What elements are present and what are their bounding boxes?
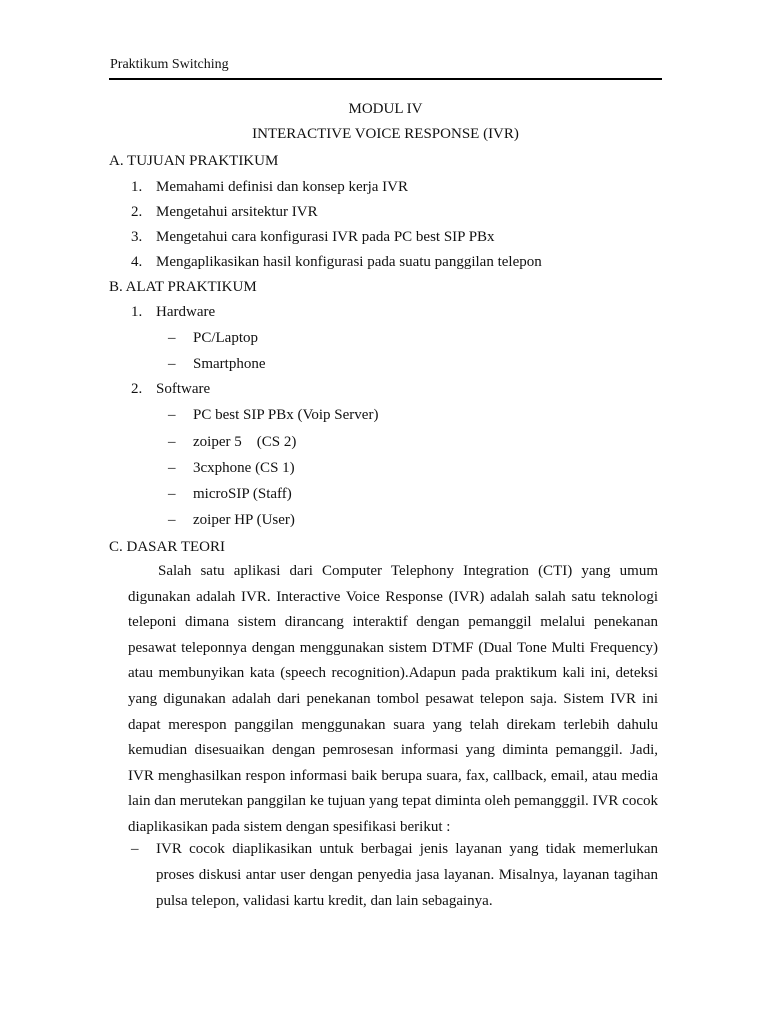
module-title: INTERACTIVE VOICE RESPONSE (IVR) [252, 126, 519, 142]
list-item: Smartphone [193, 356, 266, 372]
dash-bullet: – [168, 407, 176, 423]
module-number: MODUL IV [348, 101, 423, 117]
dash-bullet: – [168, 356, 176, 372]
list-item: Memahami definisi dan konsep kerja IVR [156, 179, 409, 195]
list-item: Mengetahui cara konfigurasi IVR pada PC best SIP PBx [156, 229, 495, 245]
hardware-label: Hardware [156, 304, 216, 320]
dash-bullet: – [168, 486, 176, 502]
dash-bullet: – [168, 512, 176, 528]
list-item: PC/Laptop [193, 330, 259, 346]
list-item: Mengaplikasikan hasil konfigurasi pada suatu panggilan telepon [156, 254, 542, 270]
dash-bullet: – [168, 434, 176, 450]
list-item: Mengetahui arsitektur IVR [156, 204, 318, 220]
header-divider [109, 78, 662, 80]
list-number: 2. [131, 204, 143, 220]
list-item: zoiper HP (User) [193, 512, 295, 528]
list-item: microSIP (Staff) [193, 486, 292, 502]
list-item: zoiper 5 (CS 2) [193, 434, 297, 450]
list-item: PC best SIP PBx (Voip Server) [193, 407, 379, 423]
list-number: 4. [131, 254, 143, 270]
dash-bullet: – [168, 460, 176, 476]
section-b-heading: B. ALAT PRAKTIKUM [109, 279, 257, 295]
software-label: Software [156, 381, 211, 397]
dash-bullet: – [131, 841, 139, 857]
section-a-heading: A. TUJUAN PRAKTIKUM [109, 153, 279, 169]
list-number: 1. [131, 179, 143, 195]
section-c-heading: C. DASAR TEORI [109, 539, 225, 555]
list-number: 3. [131, 229, 143, 245]
theory-paragraph [128, 559, 658, 841]
list-number: 1. [131, 304, 143, 320]
theory-paragraph-text: Salah satu aplikasi dari Computer Telephony Integration (CTI) yang umum digunakan adalah IVR. Interactive Voice Response (IVR) adalah salah satu teknologi teleponi dimana sistem dirancang interaktif dengan pemanggil melalui penekanan pesawat teleponnya dengan menggunakan sistem DTMF (Dual Tone Multi Frequency) atau membunyikan kata (speech recognition).Adapun pada praktikum kali ini, deteksi yang digunakan adalah dari penekanan tombol pesawat telepon saja. Sistem IVR ini dapat merespon panggilan menggunakan suara yang telah direkam terlebih dahulu kemudian disesuaikan dengan pemrosesan informasi yang diminta pemanggil. Jadi, IVR menghasilkan respon informasi baik berupa suara, fax, callback, email, atau media lain dan merutekan panggilan ke tujuan yang tepat diminta oleh pemangggil. IVR cocok diaplikasikan pada sistem dengan spesifikasi berikut : [128, 563, 658, 835]
page-header-title: Praktikum Switching [110, 57, 229, 72]
dash-bullet: – [168, 330, 176, 346]
theory-bullet-text: IVR cocok diaplikasikan untuk berbagai jenis layanan yang tidak memerlukan proses diskusi antar user dengan penyedia jasa layanan. Misalnya, layanan tagihan pulsa telepon, validasi kartu kredit, dan lain sebagainya. [156, 841, 658, 909]
list-number: 2. [131, 381, 143, 397]
list-item: 3cxphone (CS 1) [193, 460, 295, 476]
